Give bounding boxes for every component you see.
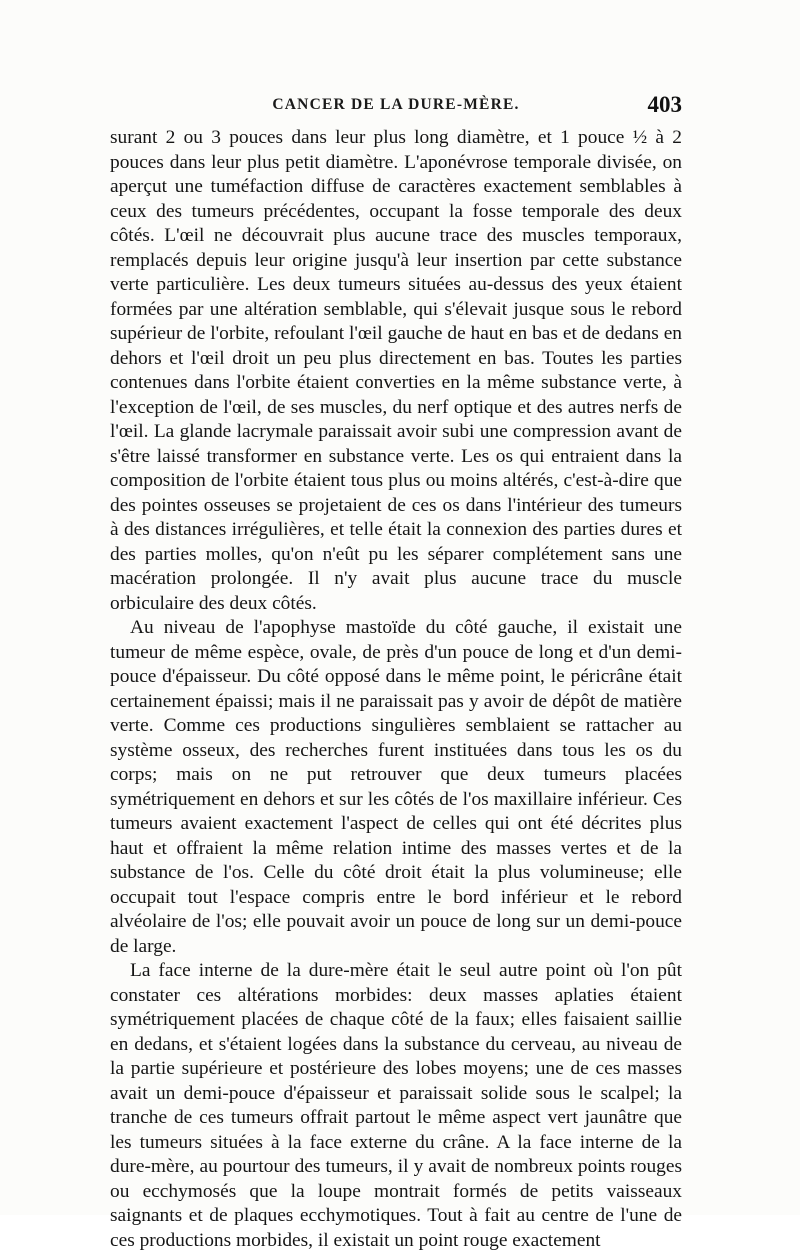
body-text bbox=[110, 126, 682, 1253]
page-header bbox=[110, 92, 682, 122]
paragraph-1: surant 2 ou 3 pouces dans leur plus long diamètre, et 1 pouce ½ à 2 pouces dans leur plus petit diamètre. L'aponévrose temporale divisée, on aperçut une tuméfaction diffuse de caractères exactement semblables à ceux des tumeurs précédentes, occupant la fosse temporale des deux côtés. L'œil ne découvrait plus aucune trace des muscles temporaux, remplacés depuis leur origine jusqu'à leur insertion par cette substance verte particulière. Les deux tumeurs situées au-dessus des yeux étaient formées par une altération semblable, qui s'élevait jusque sous le rebord supérieur de l'orbite, refoulant l'œil gauche de haut en bas et de dedans en dehors et l'œil droit un peu plus directement en bas. Toutes les parties contenues dans l'orbite étaient converties en la même substance verte, à l'exception de l'œil, de ses muscles, du nerf optique et des autres nerfs de l'œil. La glande lacrymale paraissait avoir subi une compression avant de s'être laissé transformer en substance verte. Les os qui entraient dans la composition de l'orbite étaient tous plus ou moins altérés, c'est-à-dire que des pointes osseuses se projetaient de ces os dans l'intérieur des tumeurs à des distances irrégulières, et telle était la connexion des parties dures et des parties molles, qu'on n'eût pu les séparer complétement sans une macération prolongée. Il n'y avait plus aucune trace du muscle orbiculaire des deux côtés. bbox=[110, 127, 682, 614]
running-head: CANCER DE LA DURE-MÈRE. bbox=[272, 96, 520, 113]
paragraph-2: Au niveau de l'apophyse mastoïde du côté gauche, il existait une tumeur de même espèce, ovale, de près d'un pouce de long et d'un demi-pouce d'épaisseur. Du côté opposé dans le même point, le péricrâne était certainement épaissi; mais il ne paraissait pas y avoir de dépôt de matière verte. Comme ces productions singulières semblaient se rattacher au système osseux, des recherches furent instituées dans tous les os du corps; mais on ne put retrouver que deux tumeurs placées symétriquement en dehors et sur les côtés de l'os maxillaire inférieur. Ces tumeurs avaient exactement l'aspect de celles qui ont été décrites plus haut et offraient la même relation intime des masses vertes et de la substance de l'os. Celle du côté droit était la plus volumineuse; elle occupait tout l'espace compris entre le bord inférieur et le rebord alvéolaire de l'os; elle pouvait avoir un pouce de long sur un demi-pouce de large. bbox=[110, 617, 682, 957]
page-number: 403 bbox=[647, 92, 682, 117]
paragraph-3: La face interne de la dure-mère était le seul autre point où l'on pût constater ces altérations morbides: deux masses aplaties étaient symétriquement placées de chaque côté de la faux; elles faisaient saillie en dedans, et s'étaient logées dans la substance du cerveau, au niveau de la partie supérieure et postérieure des lobes moyens; une de ces masses avait un demi-pouce d'épaisseur et paraissait solide sous le scalpel; la tranche de ces tumeurs offrait partout le même aspect vert jaunâtre que les tumeurs situées à la face externe du crâne. A la face interne de la dure-mère, au pourtour des tumeurs, il y avait de nombreux points rouges ou ecchymosés que la loupe montrait formés de petits vaisseaux saignants et de plaques ecchymotiques. Tout à fait au centre de l'une de ces productions morbides, il existait un point rouge exactement bbox=[110, 960, 682, 1251]
